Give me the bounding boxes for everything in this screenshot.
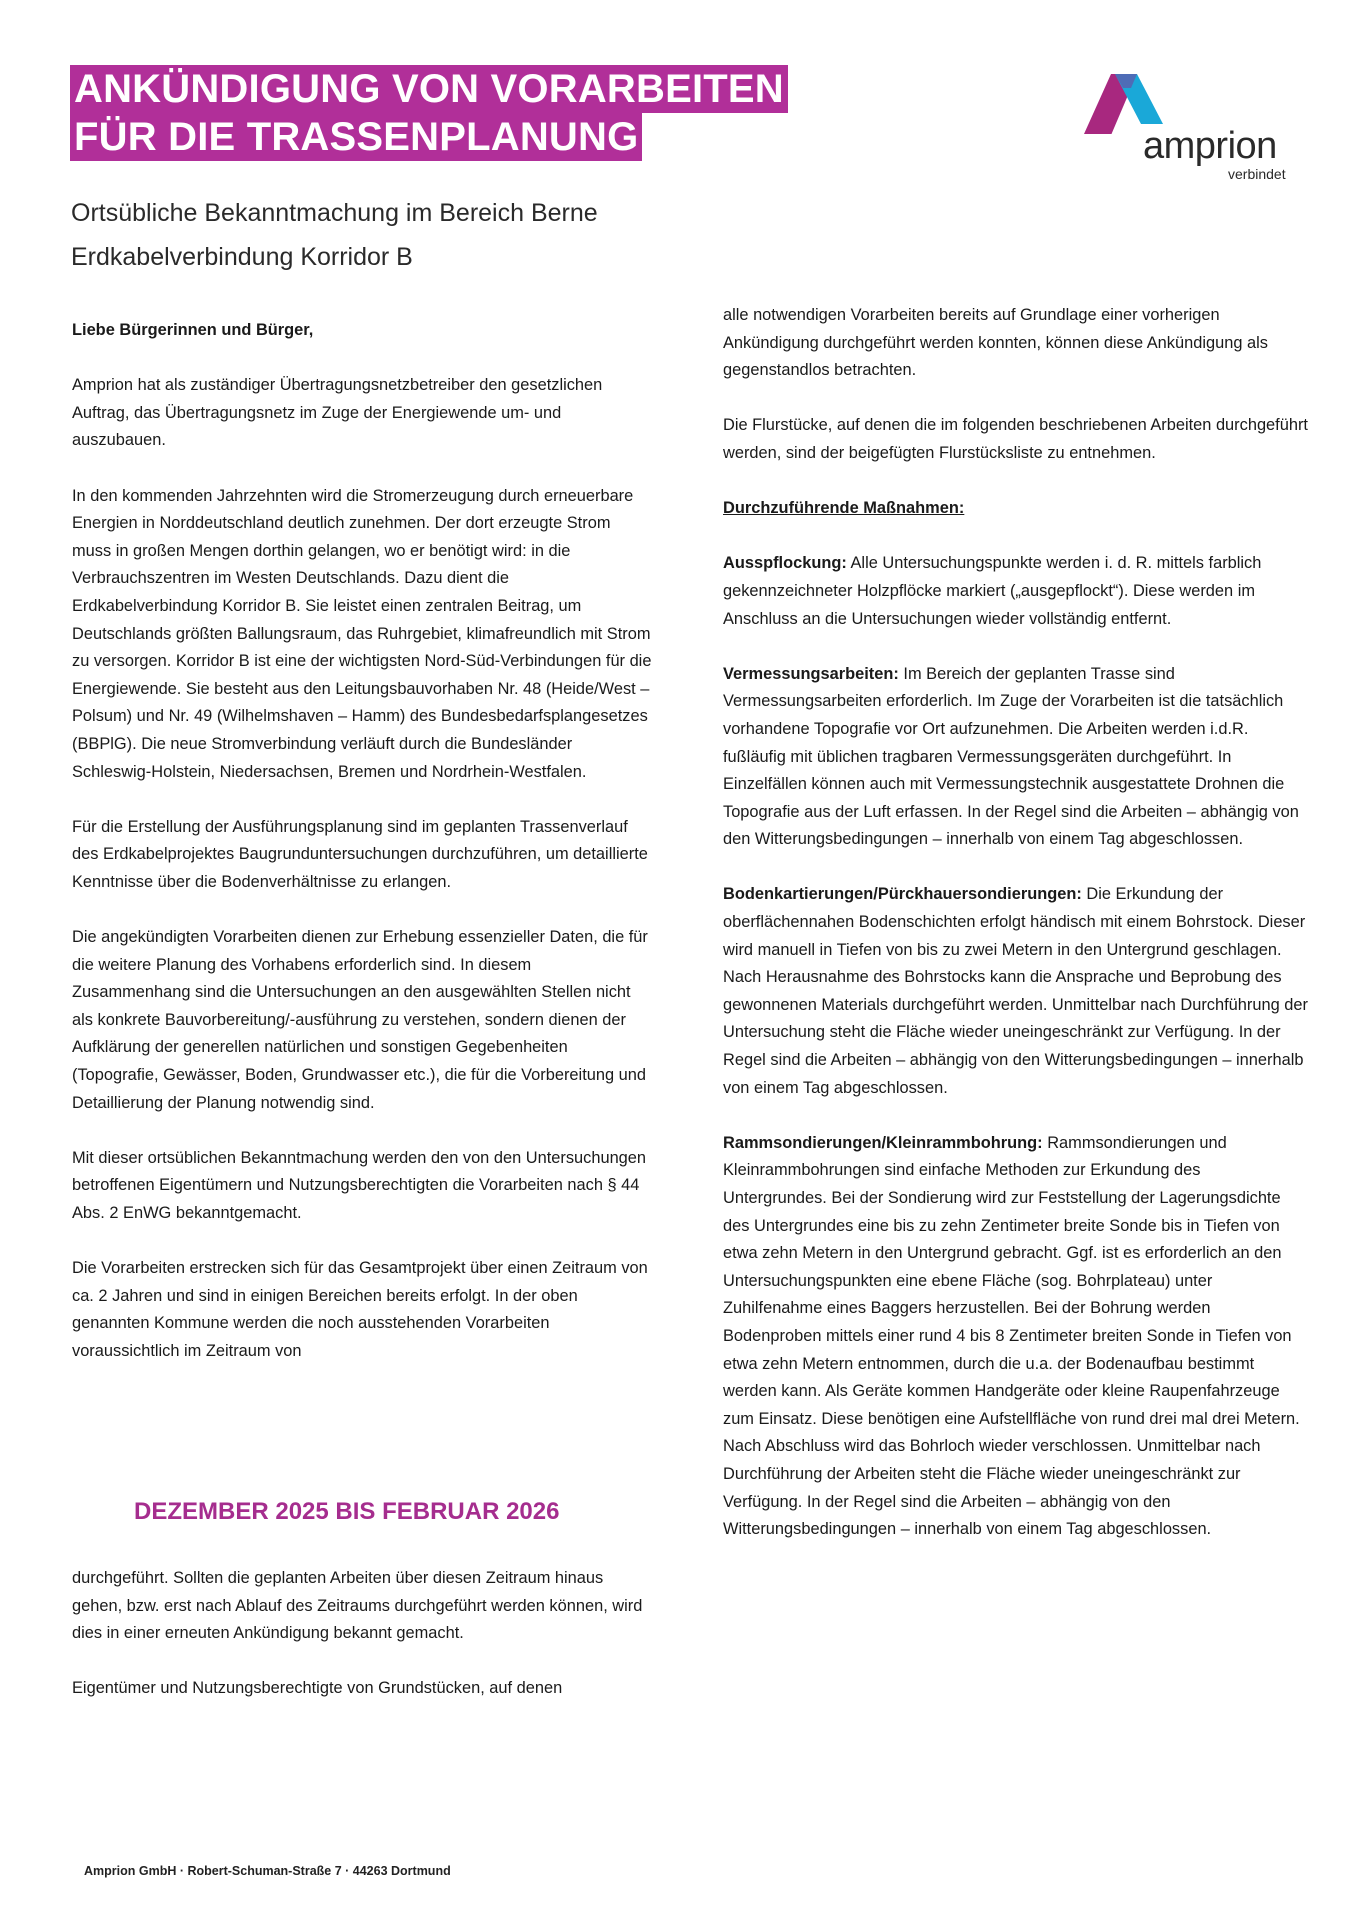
- subtitle-line-2: Erdkabelverbindung Korridor B: [71, 243, 413, 271]
- paragraph: Amprion hat als zuständiger Übertragungsnetzbetreiber den gesetzlichen Auftrag, das Übertragungsnetz im Zuge der Energiewende um- und auszubauen.: [72, 376, 603, 450]
- measure-vermessung: [723, 661, 1308, 854]
- paragraph: durchgeführt. Sollten die geplanten Arbeiten über diesen Zeitraum hinaus gehen, bzw. erst nach Ablauf des Zeitraums durchgeführt werden können, wird dies in einer erneuten Ankündigung bekannt gemacht.: [72, 1569, 643, 1643]
- right-column: [723, 302, 1308, 1544]
- measure-text: Rammsondierungen und Kleinrammbohrungen sind einfache Methoden zur Erkundung des Untergrundes. Bei der Sondierung wird zur Feststellung der Lagerungsdichte des Untergrundes eine bis zu zehn Zentimeter breite Sonde bis in Tiefen von etwa zehn Metern in den Untergrund gebracht. Ggf. ist es erforderlich an den Untersuchungspunkten eine ebene Fläche (sog. Bohrplateau) unter Zuhilfenahme eines Baggers herzustellen. Bei der Bohrung werden Bodenproben mittels einer rund 4 bis 8 Zentimeter breiten Sonde in Tiefen von etwa zehn Metern entnommen, durch die u.a. der Bodenaufbau bestimmt werden kann. Als Geräte kommen Handgeräte oder kleine Raupenfahrzeuge zum Einsatz. Diese benötigen eine Aufstellfläche von rund drei mal drei Metern. Nach Abschluss wird das Bohrloch wieder verschlossen. Unmittelbar nach Durchführung der Arbeiten steht die Fläche wieder uneingeschränkt zur Verfügung. In der Regel sind die Arbeiten – abhängig von den Witterungsbedingungen – innerhalb von einem Tag abgeschlossen.: [723, 1133, 1300, 1539]
- logo-wordmark: amprion: [1143, 125, 1277, 167]
- paragraph: Eigentümer und Nutzungsberechtigte von Grundstücken, auf denen: [72, 1679, 563, 1698]
- paragraph: alle notwendigen Vorarbeiten bereits auf Grundlage einer vorherigen Ankündigung durchgeführt werden konnten, können diese Ankündigung als gegenstandlos betrachten.: [723, 306, 1268, 380]
- left-column-continued: [72, 1565, 652, 1703]
- measure-ausspflockung: [723, 550, 1308, 633]
- paragraph: In den kommenden Jahrzehnten wird die Stromerzeugung durch erneuerbare Energien in Norddeutschland deutlich zunehmen. Der dort erzeugte Strom muss in großen Mengen dorthin gelangen, wo er benötigt wird: in die Verbrauchszentren im Westen Deutschlands. Dazu dient die Erdkabelverbindung Korridor B. Sie leistet einen zentralen Beitrag, um Deutschlands größten Ballungsraum, das Ruhrgebiet, klimafreundlich mit Strom zu versorgen. Korridor B ist eine der wichtigsten Nord-Süd-Verbindungen für die Energiewende. Sie besteht aus den Leitungsbauvorhaben Nr. 48 (Heide/West – Polsum) und Nr. 49 (Wilhelmshaven – Hamm) des Bundesbedarfsplangesetzes (BBPlG). Die neue Stromverbindung verläuft durch die Bundesländer Schleswig-Holstein, Niedersachsen, Bremen und Nordrhein-Westfalen.: [72, 486, 652, 781]
- page-title: [70, 65, 788, 161]
- paragraph: Mit dieser ortsüblichen Bekanntmachung werden den von den Untersuchungen betroffenen Eigentümern und Nutzungsberechtigten die Vorarbeiten nach § 44 Abs. 2 EnWG bekanntgemacht.: [72, 1148, 647, 1222]
- measure-term: Bodenkartierungen/Pürckhauersondierungen:: [723, 885, 1082, 904]
- logo-tagline: verbindet: [1228, 166, 1286, 182]
- measure-rammsondierung: [723, 1130, 1308, 1544]
- left-column: [72, 317, 652, 1366]
- salutation: Liebe Bürgerinnen und Bürger,: [72, 321, 314, 339]
- paragraph: Die Flurstücke, auf denen die im folgenden beschriebenen Arbeiten durchgeführt werden, sind der beigefügten Flurstücksliste zu entnehmen.: [723, 416, 1308, 462]
- measure-term: Ausspflockung:: [723, 554, 847, 573]
- measure-bodenkartierung: [723, 881, 1308, 1102]
- paragraph: Die Vorarbeiten erstrecken sich für das Gesamtprojekt über einen Zeitraum von ca. 2 Jahren und sind in einigen Bereichen bereits erfolgt. In der oben genannten Kommune werden die noch ausstehenden Vorarbeiten voraussichtlich im Zeitraum von: [72, 1259, 648, 1360]
- measure-term: Vermessungsarbeiten:: [723, 664, 899, 683]
- title-line-2: FÜR DIE TRASSENPLANUNG: [70, 113, 642, 161]
- paragraph: Für die Erstellung der Ausführungsplanung sind im geplanten Trassenverlauf des Erdkabelprojektes Baugrunduntersuchungen durchzuführen, um detaillierte Kenntnisse über die Bodenverhältnisse zu erlangen.: [72, 817, 648, 891]
- subtitle-line-1: Ortsübliche Bekanntmachung im Bereich Berne: [71, 199, 598, 227]
- work-period: DEZEMBER 2025 BIS FEBRUAR 2026: [134, 1498, 560, 1525]
- paragraph: Die angekündigten Vorarbeiten dienen zur Erhebung essenzieller Daten, die für die weitere Planung des Vorhabens erforderlich sind. In diesem Zusammenhang sind die Untersuchungen an den ausgewählten Stellen nicht als konkrete Bauvorbereitung/-ausführung zu verstehen, sondern dienen der Aufklärung der generellen natürlichen und sonstigen Gegebenheiten (Topografie, Gewässer, Boden, Grundwasser etc.), die für die Vorbereitung und Detaillierung der Planung notwendig sind.: [72, 928, 648, 1112]
- title-line-1: ANKÜNDIGUNG VON VORARBEITEN: [70, 65, 788, 113]
- footer-address: Amprion GmbH · Robert-Schuman-Straße 7 · 44263 Dortmund: [84, 1864, 451, 1878]
- measures-heading: Durchzuführende Maßnahmen:: [723, 499, 965, 518]
- amprion-logo: [1075, 74, 1305, 184]
- measure-text: Die Erkundung der oberflächennahen Bodenschichten erfolgt händisch mit einem Bohrstock. Dieser wird manuell in Tiefen von bis zu zwei Metern in den Untergrund geschlagen. Nach Herausnahme des Bohrstocks kann die Ansprache und Beprobung des gewonnenen Materials durchgeführt werden. Unmittelbar nach Durchführung der Untersuchung steht die Fläche wieder uneingeschränkt zur Verfügung. In der Regel sind die Arbeiten – abhängig von den Witterungsbedingungen – innerhalb von einem Tag abgeschlossen.: [723, 885, 1308, 1097]
- measure-term: Rammsondierungen/Kleinrammbohrung:: [723, 1133, 1043, 1152]
- measure-text: Alle Untersuchungspunkte werden i. d. R. mittels farblich gekennzeichneter Holzpflöcke markiert („ausgepflockt“). Diese werden im Anschluss an die Untersuchungen wieder vollständig entfernt.: [723, 554, 1262, 628]
- measure-text: Im Bereich der geplanten Trasse sind Vermessungsarbeiten erforderlich. Im Zuge der Vorarbeiten ist die tatsächlich vorhandene Topografie vor Ort aufzunehmen. Die Arbeiten werden i.d.R. fußläufig mit üblichen tragbaren Vermessungsgeräten durchgeführt. In Einzelfällen können auch mit Vermessungstechnik ausgestattete Drohnen die Topografie aus der Luft erfassen. In der Regel sind die Arbeiten – abhängig von den Witterungsbedingungen – innerhalb von einem Tag abgeschlossen.: [723, 664, 1299, 849]
